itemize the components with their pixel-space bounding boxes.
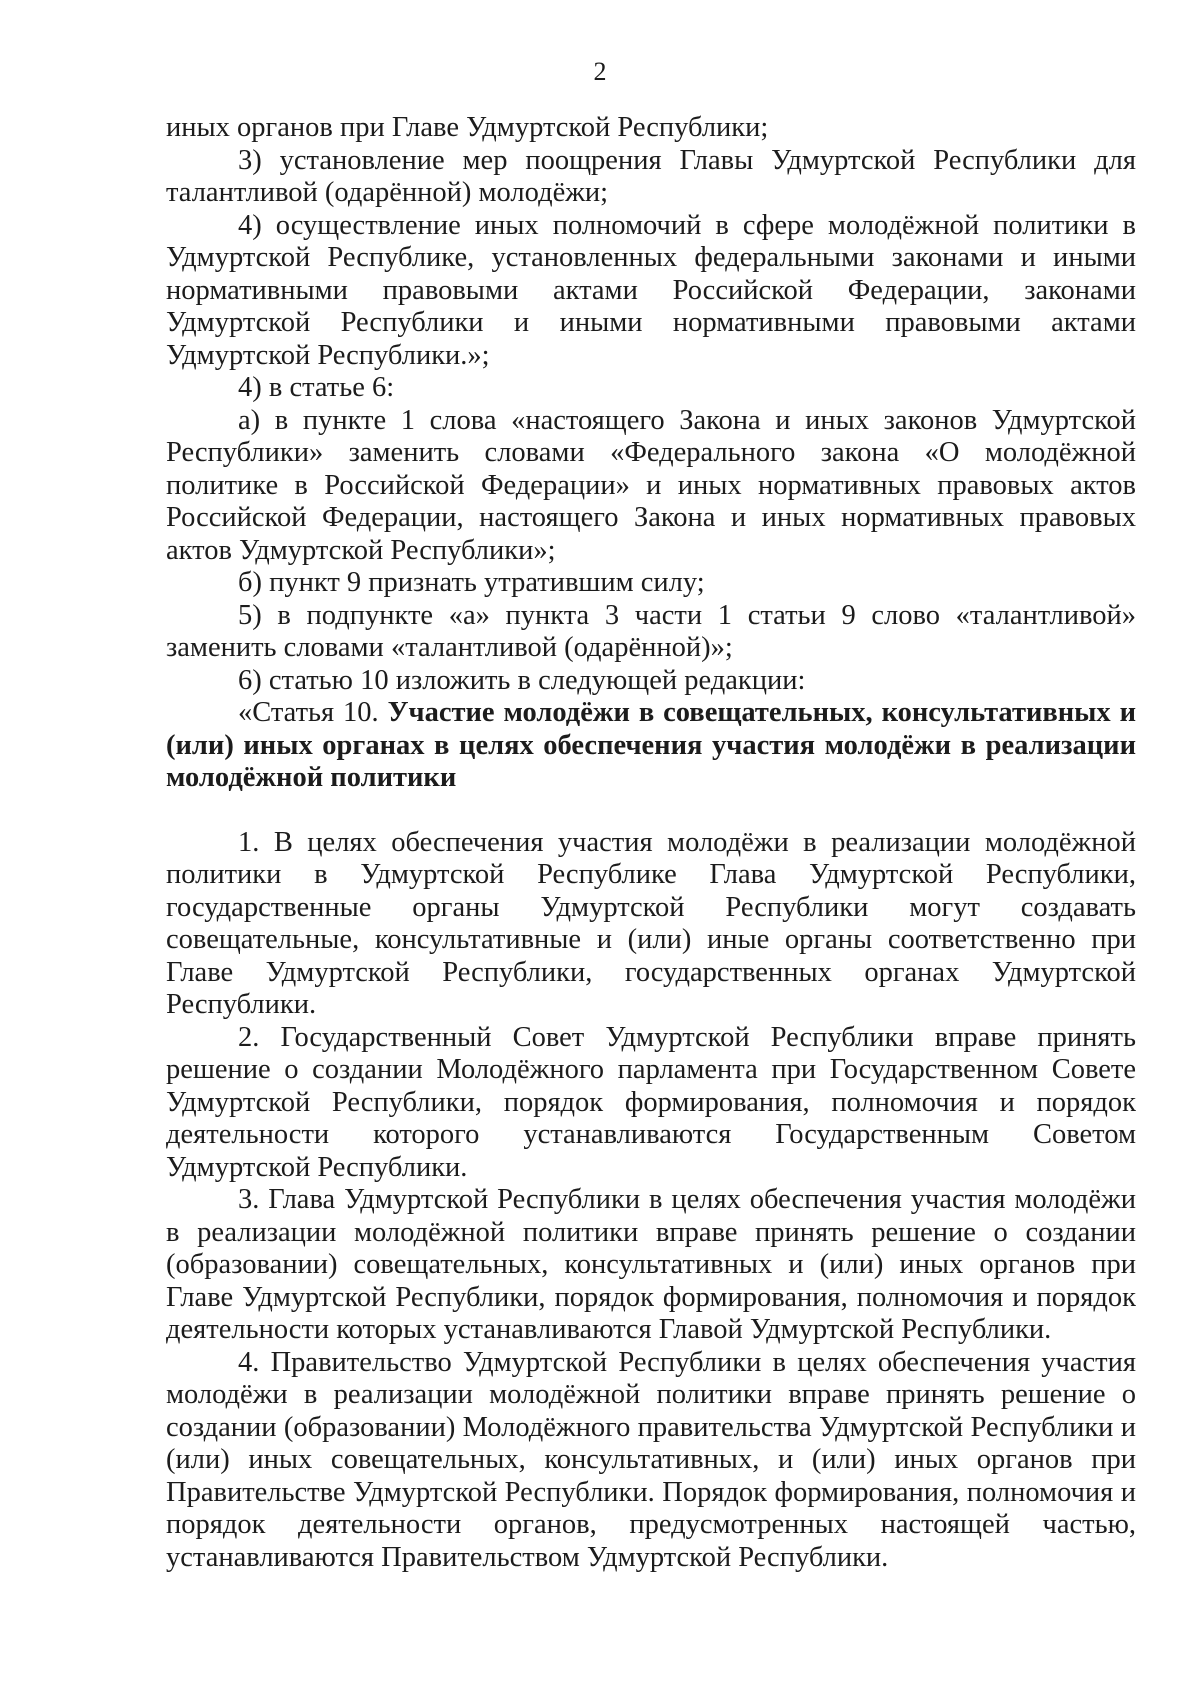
paragraph-amendment-6: 6) статью 10 изложить в следующей редакции: (238, 664, 806, 696)
article-part-2: 2. Государственный Совет Удмуртской Республики вправе принять решение о создании Молодёжного парламента при Государственном Совете Удмуртской Республики, порядок формирования, полномочия и порядок деятельности которого устанавливаются Государственным Советом Удмуртской Республики. (166, 1021, 1136, 1183)
paragraph-continuation: иных органов при Главе Удмуртской Республики; (166, 112, 769, 143)
article-part-1: 1. В целях обеспечения участия молодёжи в реализации молодёжной политики в Удмуртской Республике Глава Удмуртской Республики, государственные органы Удмуртской Республики могут создавать совещательные, консультативные и (или) иные органы соответственно при Главе Удмуртской Республики, государственных органах Удмуртской Республики. (166, 826, 1136, 1020)
paragraph-amendment-4a: а) в пункте 1 слова «настоящего Закона и иных законов Удмуртской Республики» заменить словами «Федерального закона «О молодёжной политике в Российской Федерации» и иных нормативных правовых актов Российской Федерации, настоящего Закона и иных нормативных правовых актов Удмуртской Республики»; (166, 404, 1136, 566)
paragraph-amendment-4: 4) в статье 6: (238, 372, 395, 403)
article-part-4: 4. Правительство Удмуртской Республики в целях обеспечения участия молодёжи в реализации молодёжной политики вправе принять решение о создании (образовании) Молодёжного правительства Удмуртской Республики и (или) иных совещательных, консультативных, и (или) иных органов при Правительстве Удмуртской Республики. Порядок формирования, полномочия и порядок деятельности органов, предусмотренных настоящей частью, устанавливаются Правительством Удмуртской Республики. (166, 1346, 1136, 1573)
article-heading-title: Участие молодёжи в совещательных, консультативных и (или) иных органах в целях обеспечения участия молодёжи в реализации молодёжной политики (166, 697, 1136, 793)
article-heading (166, 697, 1136, 795)
document-body (166, 112, 1136, 1574)
paragraph-item-4: 4) осуществление иных полномочий в сфере молодёжной политики в Удмуртской Республике, установленных федеральными законами и иными нормативными правовыми актами Российской Федерации, законами Удмуртской Республики и иными нормативными правовыми актами Удмуртской Республики.»; (166, 209, 1136, 371)
article-heading-prefix: «Статья 10. (238, 697, 388, 728)
page-number: 2 (593, 57, 607, 86)
article-part-3: 3. Глава Удмуртской Республики в целях обеспечения участия молодёжи в реализации молодёжной политики вправе принять решение о создании (образовании) совещательных, консультативных и (или) иных органов при Главе Удмуртской Республики, порядок формирования, полномочия и порядок деятельности которых устанавливаются Главой Удмуртской Республики. (166, 1184, 1136, 1345)
paragraph-item-3: 3) установление мер поощрения Главы Удмуртской Республики для талантливой (одарённой) молодёжи; (166, 144, 1136, 208)
paragraph-amendment-4b: б) пункт 9 признать утратившим силу; (238, 567, 705, 598)
paragraph-amendment-5: 5) в подпункте «а» пункта 3 части 1 статьи 9 слово «талантливой» заменить словами «талантливой (одарённой)»; (166, 599, 1136, 663)
